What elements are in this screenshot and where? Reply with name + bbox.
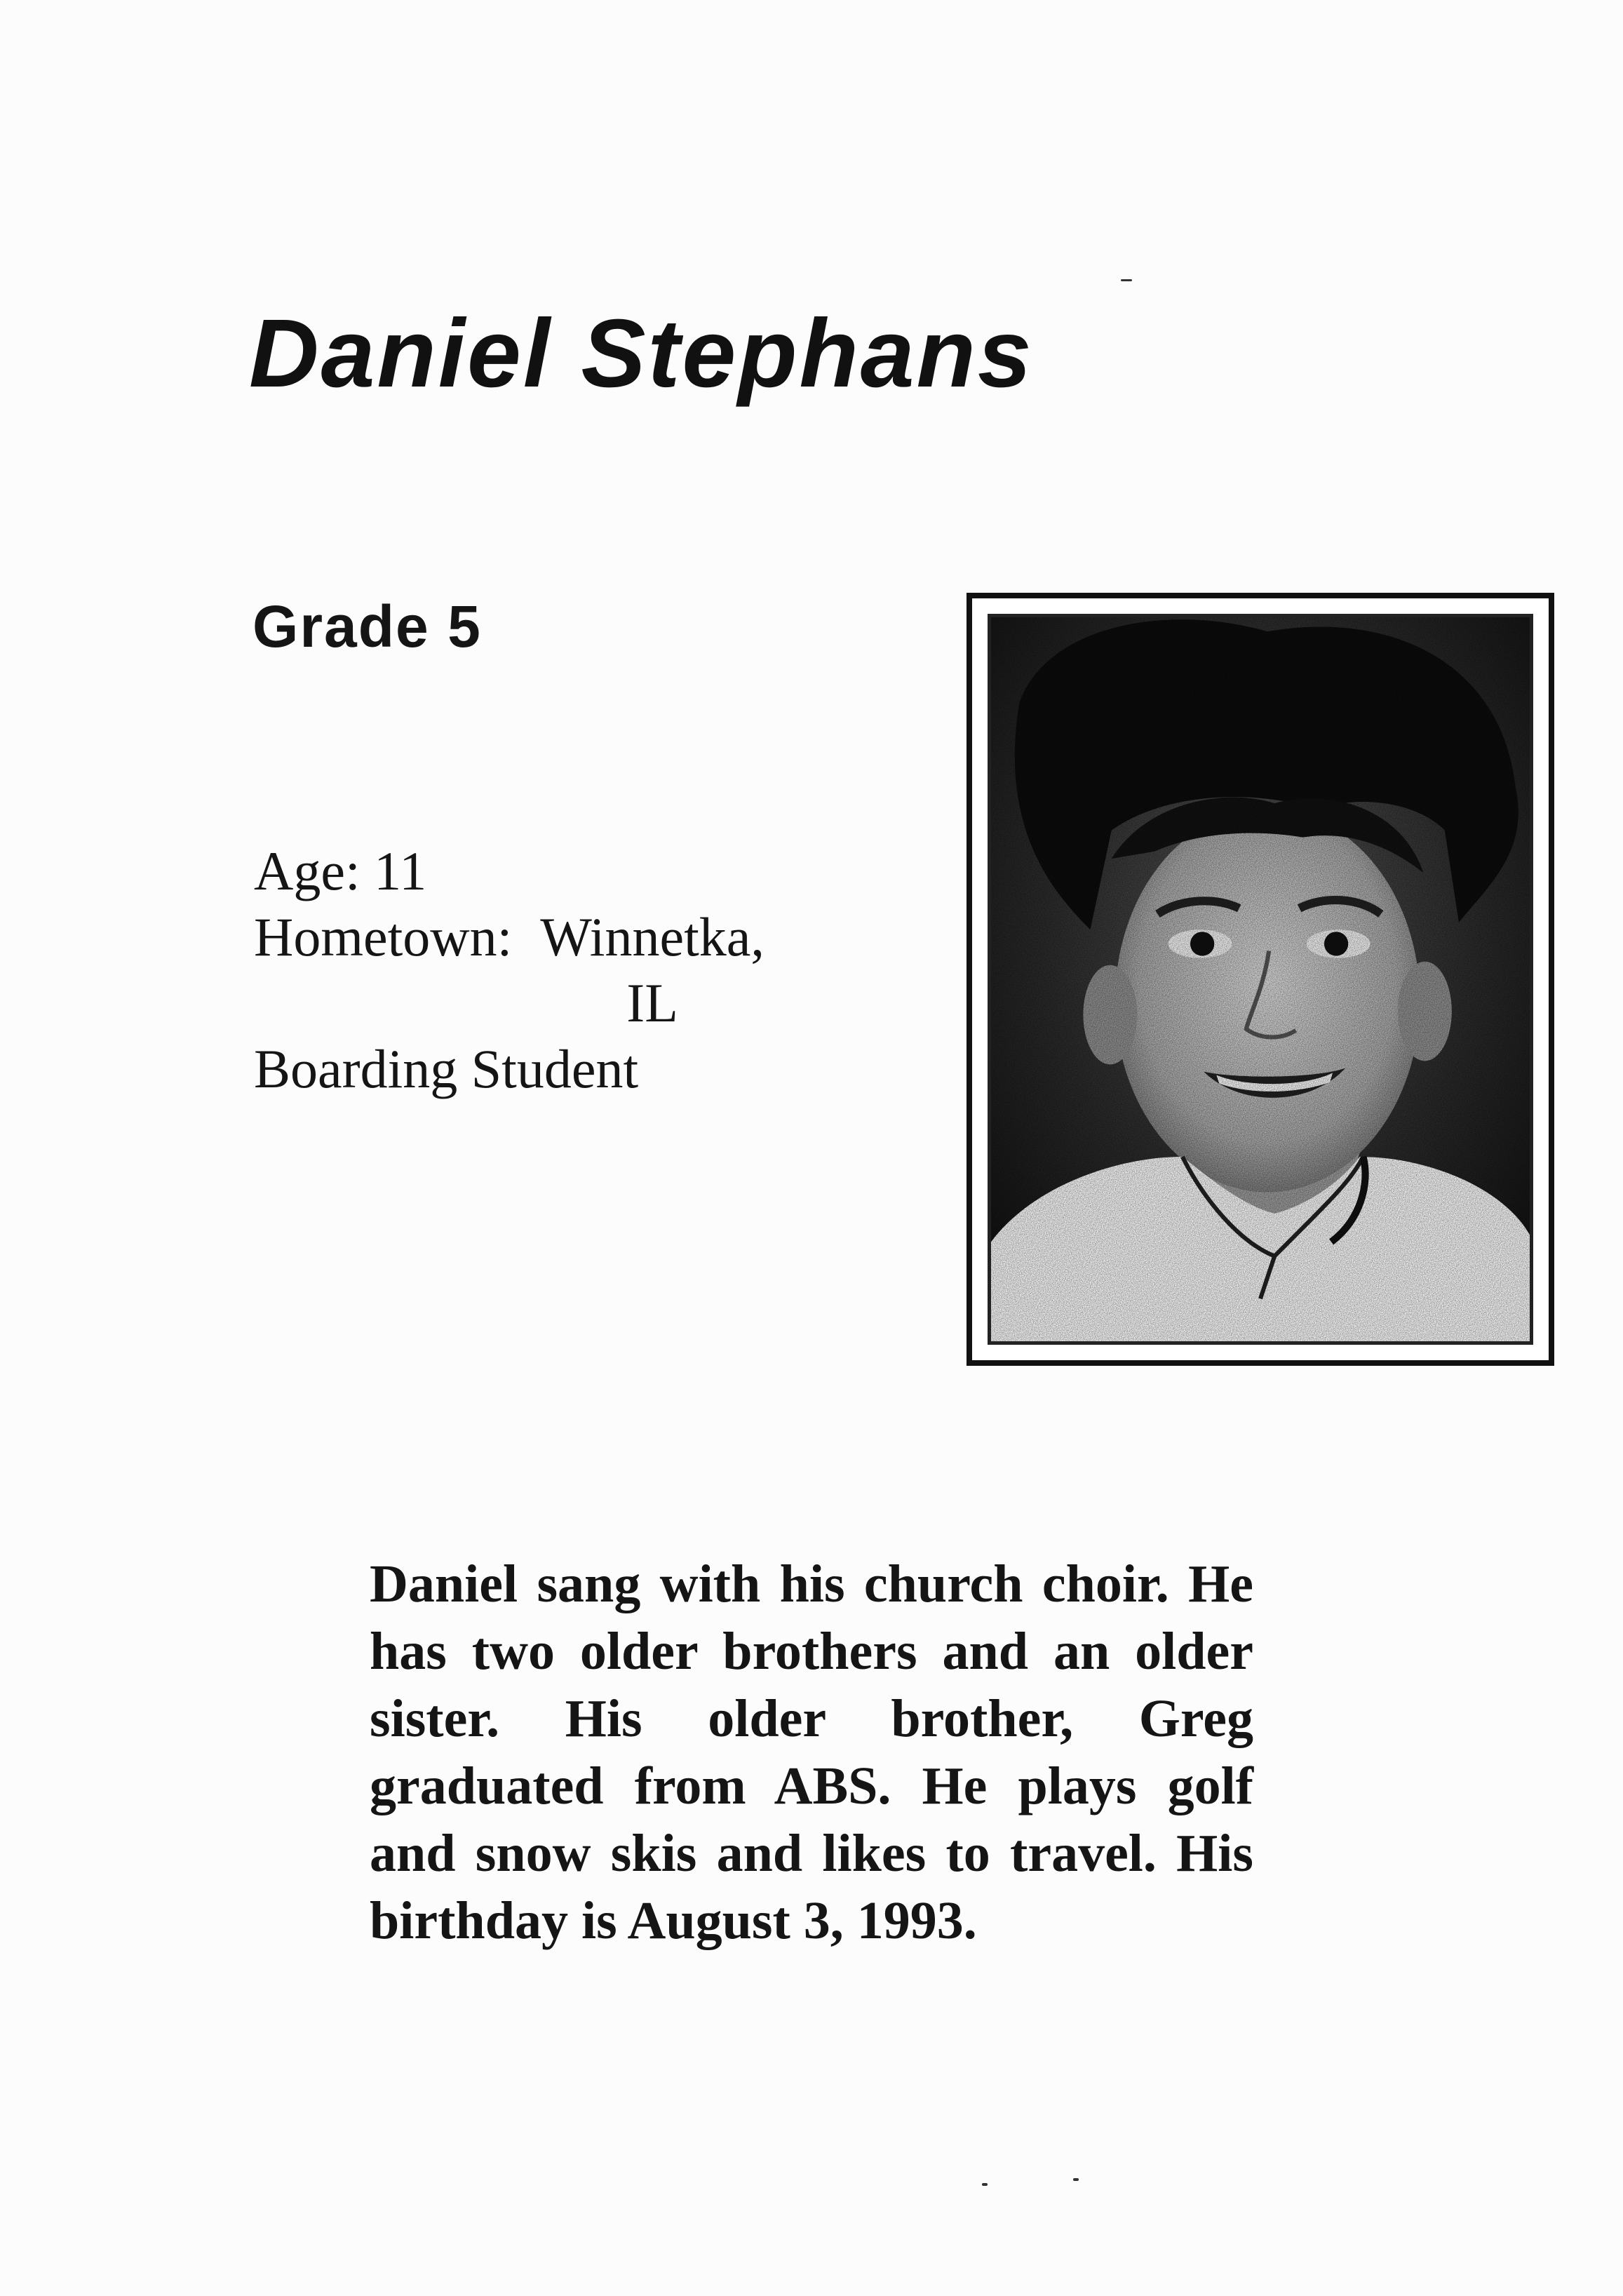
student-grade: Grade 5 bbox=[252, 593, 482, 659]
hometown-label: Hometown: bbox=[254, 906, 513, 967]
scan-speck bbox=[982, 2183, 988, 2186]
hometown-value bbox=[540, 904, 765, 1036]
age-value: 11 bbox=[374, 840, 427, 901]
age-row bbox=[254, 838, 765, 904]
age-label: Age: bbox=[254, 840, 361, 901]
student-name: Daniel Stephans bbox=[249, 300, 1034, 408]
scan-speck bbox=[1073, 2178, 1079, 2181]
hometown-state: IL bbox=[626, 972, 678, 1033]
student-portrait-photo bbox=[988, 614, 1533, 1345]
scan-speck bbox=[1121, 279, 1132, 281]
student-bio: Daniel sang with his church choir. He has two older brothers and an older sister. His older brother, Greg graduated from ABS. He plays golf and snow skis and likes to travel. His birthday is August 3, 1993. bbox=[370, 1555, 1253, 1950]
hometown-row bbox=[254, 904, 765, 1036]
status-row: Boarding Student bbox=[254, 1038, 639, 1099]
hometown-city: Winnetka, bbox=[540, 906, 765, 967]
photo-frame bbox=[967, 593, 1554, 1366]
student-info bbox=[254, 838, 765, 1102]
